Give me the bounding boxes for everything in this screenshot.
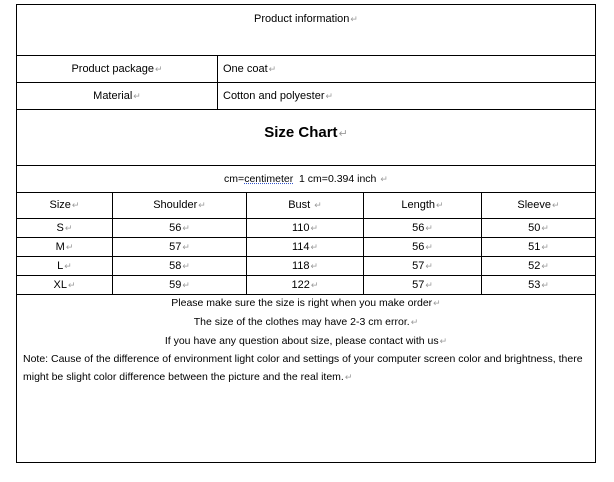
product-package-label: Product package <box>71 63 154 75</box>
product-info-header-row <box>17 5 595 56</box>
product-package-value: One coat <box>223 63 268 75</box>
product-document <box>16 4 596 463</box>
header-sleeve: Sleeve↵ <box>517 199 560 211</box>
material-label-cell <box>17 83 217 109</box>
note-line: If you have any question about size, please contact with us↵ <box>164 335 448 347</box>
cell-size: S↵ <box>56 222 73 234</box>
size-chart-title-cell <box>17 110 595 165</box>
paragraph-mark-icon: ↵ <box>155 64 163 74</box>
cell-shoulder: 57↵ <box>169 241 190 253</box>
material-value: Cotton and polyester <box>223 90 325 102</box>
unit-conversion: 1 cm=0.394 inch <box>293 173 377 185</box>
cell-sleeve: 50↵ <box>528 222 549 234</box>
material-value-cell <box>223 83 333 109</box>
cell-sleeve: 51↵ <box>528 241 549 253</box>
table-row <box>17 257 595 276</box>
table-row <box>17 219 595 238</box>
cell-sleeve: 52↵ <box>528 260 549 272</box>
material-row <box>17 83 595 110</box>
table-row <box>17 238 595 257</box>
cell-size: L↵ <box>57 260 72 272</box>
note-disclaimer-line: Note: Cause of the difference of environment light color and settings of your computer screen color and brightness, there <box>23 353 583 365</box>
paragraph-mark-icon: ↵ <box>380 174 388 184</box>
cell-shoulder: 56↵ <box>169 222 190 234</box>
product-info-title-cell <box>17 5 595 55</box>
cell-size: M↵ <box>55 241 74 253</box>
unit-word: centimeter <box>244 173 294 185</box>
notes-section <box>17 295 595 383</box>
cell-bust: 114↵ <box>291 241 319 253</box>
paragraph-mark-icon: ↵ <box>268 64 277 74</box>
cell-bust: 110↵ <box>291 222 319 234</box>
cell-length: 56↵ <box>412 241 433 253</box>
unit-cell <box>17 166 595 192</box>
header-bust: Bust ↵ <box>288 199 322 211</box>
cell-bust: 122↵ <box>291 279 319 291</box>
table-row <box>17 276 595 295</box>
product-package-value-cell <box>223 56 276 82</box>
paragraph-mark-icon: ↵ <box>133 91 141 101</box>
cell-size: XL↵ <box>53 279 76 291</box>
header-shoulder: Shoulder↵ <box>153 199 206 211</box>
product-package-row <box>17 56 595 83</box>
note-disclaimer-line: might be slight color difference between the picture and the real item.↵ <box>23 371 353 383</box>
header-size: Size↵ <box>49 199 80 211</box>
note-line: Please make sure the size is right when you make order↵ <box>171 297 441 309</box>
cell-shoulder: 59↵ <box>169 279 190 291</box>
cell-length: 57↵ <box>412 260 433 272</box>
cell-length: 56↵ <box>412 222 433 234</box>
paragraph-mark-icon: ↵ <box>325 91 334 101</box>
cell-shoulder: 58↵ <box>169 260 190 272</box>
cell-sleeve: 53↵ <box>528 279 549 291</box>
cell-bust: 118↵ <box>291 260 319 272</box>
material-label: Material <box>93 90 133 102</box>
size-table-header-row <box>17 193 595 219</box>
paragraph-mark-icon: ↵ <box>338 128 348 140</box>
paragraph-mark-icon: ↵ <box>350 14 358 24</box>
size-chart-title-row <box>17 110 595 166</box>
cell-length: 57↵ <box>412 279 433 291</box>
product-package-label-cell <box>17 56 217 82</box>
note-line: The size of the clothes may have 2-3 cm error.↵ <box>193 316 419 328</box>
column-divider <box>217 83 218 109</box>
size-chart-title: Size Chart <box>264 124 338 141</box>
unit-row <box>17 166 595 193</box>
unit-prefix: cm= <box>224 173 245 185</box>
size-table <box>17 193 595 295</box>
column-divider <box>217 56 218 82</box>
product-info-title: Product information <box>254 13 350 25</box>
header-length: Length↵ <box>401 199 444 211</box>
